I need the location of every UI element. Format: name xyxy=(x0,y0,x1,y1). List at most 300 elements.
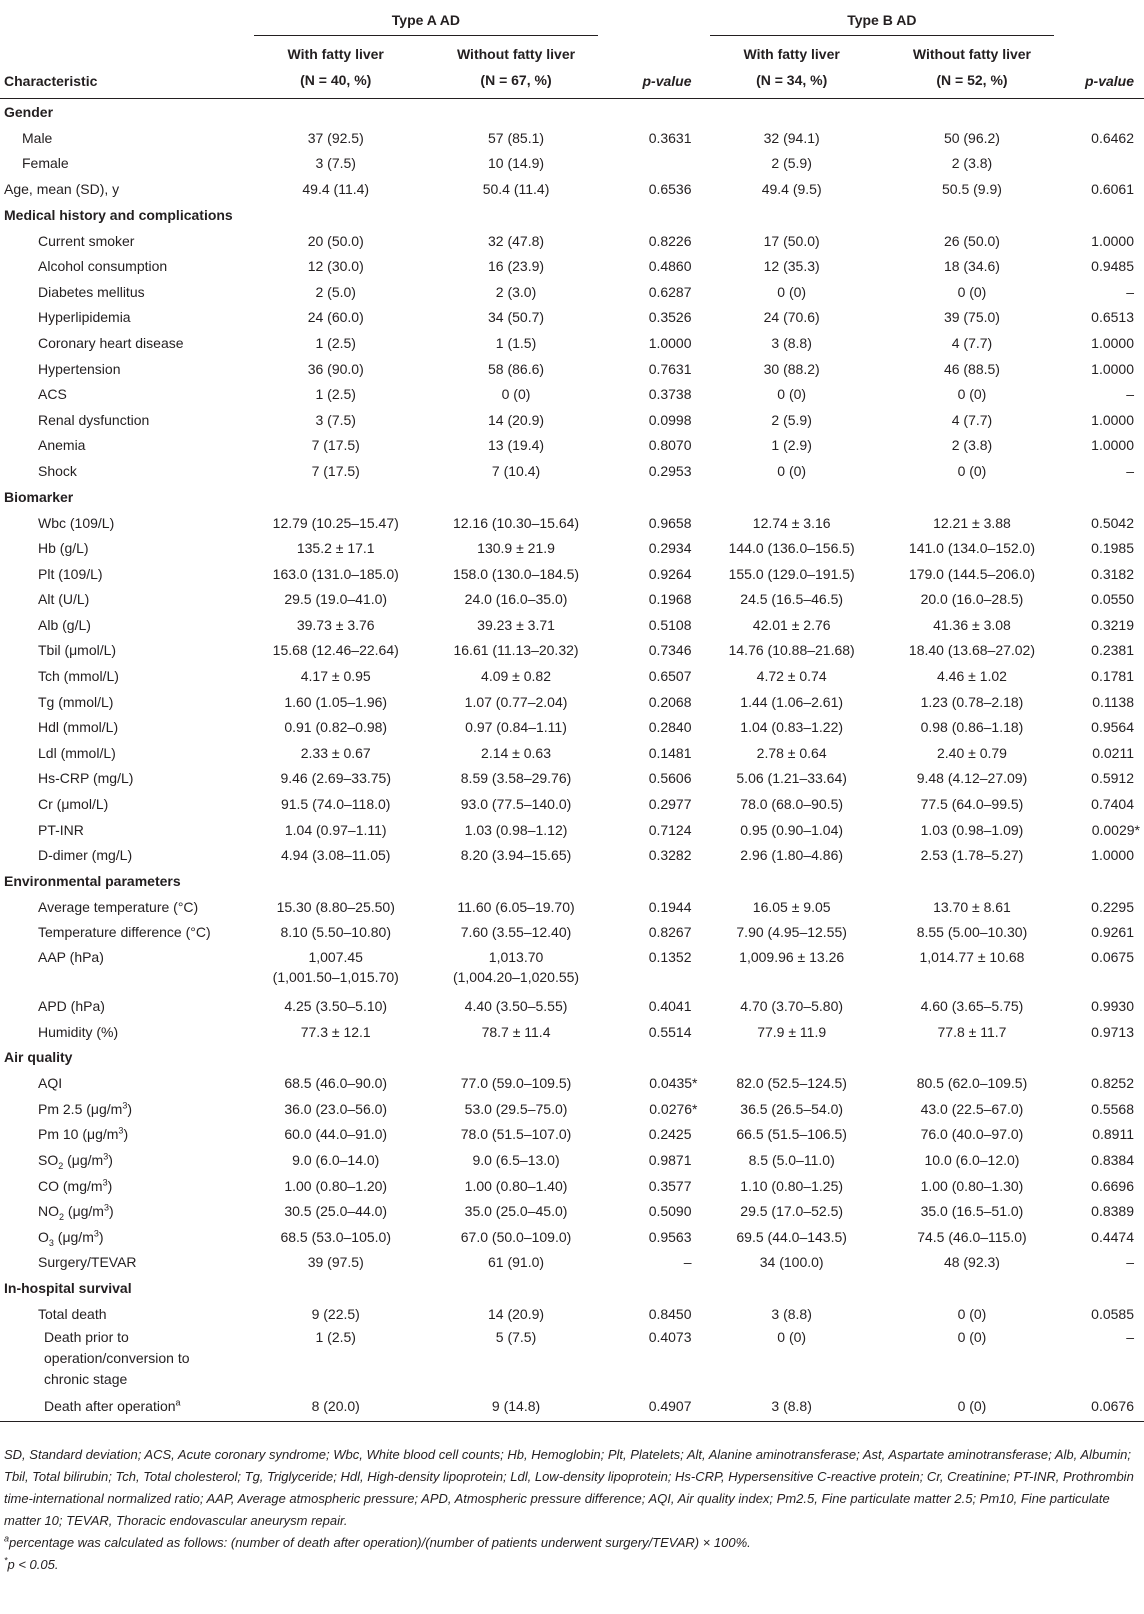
cell-b-without: 2 (3.8) xyxy=(951,437,993,454)
cell-a-with: 12.79 (10.25–15.47) xyxy=(272,514,399,531)
row-label: Hdl (mmol/L) xyxy=(38,719,119,736)
cell-a-without: 1.03 (0.98–1.12) xyxy=(464,821,568,838)
table-row xyxy=(0,330,1144,356)
row-label: Current smoker xyxy=(38,232,135,249)
cell-b-without: 39 (75.0) xyxy=(943,309,1000,326)
cell-b-without: 4 (7.7) xyxy=(951,411,993,428)
cell-a-pvalue: 0.7124 xyxy=(648,821,692,838)
cell-a-pvalue: 0.2068 xyxy=(648,693,692,710)
cell-a-without: 1 (1.5) xyxy=(495,334,537,351)
section-biomarker: Biomarker xyxy=(4,488,74,505)
cell-b-pvalue: 0.8389 xyxy=(1091,1203,1134,1220)
table-row xyxy=(0,535,1144,561)
cell-b-pvalue: 1.0000 xyxy=(1091,437,1134,454)
cell-b-pvalue: – xyxy=(1126,1254,1134,1271)
table-row xyxy=(0,356,1144,382)
cell-b-pvalue: 0.6462 xyxy=(1091,129,1134,146)
row-label: Renal dysfunction xyxy=(38,411,150,428)
cell-b-without: 4.60 (3.65–5.75) xyxy=(920,998,1024,1015)
cell-b-with: 4.72 ± 0.74 xyxy=(756,668,827,685)
cell-a-with: 15.30 (8.80–25.50) xyxy=(276,898,395,915)
cell-a-without: 14 (20.9) xyxy=(488,1305,545,1322)
table-row xyxy=(0,945,1144,993)
cell-a-without: 8.20 (3.94–15.65) xyxy=(460,847,572,864)
table-row xyxy=(0,740,1144,766)
cell-b-without: 77.8 ± 11.7 xyxy=(937,1023,1007,1040)
cell-b-without: 18 (34.6) xyxy=(943,258,1000,275)
cell-b-without: 41.36 ± 3.08 xyxy=(933,616,1011,633)
row-label: Diabetes mellitus xyxy=(38,283,145,300)
cell-a-pvalue: 0.9658 xyxy=(648,514,692,531)
cell-b-pvalue: 1.0000 xyxy=(1091,847,1134,864)
row-label: $SO_2$ $(\mu g/m^3)$ xyxy=(38,1151,113,1171)
cell-a-pvalue: 0.6536 xyxy=(648,180,692,197)
cell-b-pvalue: 0.3219 xyxy=(1091,616,1134,633)
cell-a-pvalue: 0.5514 xyxy=(648,1023,692,1040)
cell-b-without: 1.03 (0.98–1.09) xyxy=(920,821,1024,838)
cell-a-pvalue: 0.4860 xyxy=(648,258,692,275)
cell-b-pvalue: 0.8384 xyxy=(1091,1151,1134,1168)
cell-b-pvalue: 0.1781 xyxy=(1091,668,1134,685)
cell-a-pvalue: 1.0000 xyxy=(648,334,692,351)
cell-b-with: 0 (0) xyxy=(777,1328,807,1345)
cell-a-pvalue: 0.1352 xyxy=(648,949,692,966)
cell-a-pvalue: 0.9871 xyxy=(648,1151,692,1168)
row-label: Tbil (μmol/L) xyxy=(38,642,117,659)
cell-a-with: 37 (92.5) xyxy=(307,129,364,146)
cell-b-pvalue: 0.0585 xyxy=(1091,1305,1134,1322)
cell-b-with: 78.0 (68.0–90.5) xyxy=(740,796,844,813)
row-label: Pm 2.5 $(\mu g/m^3)$ xyxy=(38,1100,132,1117)
cell-a-without: 93.0 (77.5–140.0) xyxy=(460,796,572,813)
cell-b-with: 2 (5.9) xyxy=(771,155,812,172)
cell-a-without: 78.7 ± 11.4 xyxy=(481,1023,551,1040)
table-row xyxy=(0,1327,1144,1391)
cell-a-with: 39.73 ± 3.76 xyxy=(296,616,375,633)
cell-a-pvalue: 0.9563 xyxy=(648,1228,692,1245)
cell-b-without: 1,014.77 ± 10.68 xyxy=(919,949,1025,966)
table-row xyxy=(0,125,1144,151)
cell-a-with: 9.46 (2.69–33.75) xyxy=(280,770,391,787)
cell-b-without: 50 (96.2) xyxy=(943,129,1000,146)
b-without-fatty-header: Without fatty liver (N = 52, %) xyxy=(882,36,1062,99)
cell-a-without: 7 (10.4) xyxy=(491,462,541,479)
cell-a-without: 2 (3.0) xyxy=(495,283,537,300)
cell-b-with: 12 (35.3) xyxy=(763,258,820,275)
table-row xyxy=(0,433,1144,459)
cell-b-without: 0 (0) xyxy=(882,1391,1062,1422)
cell-a-without: 53.0 (29.5–75.0) xyxy=(464,1100,568,1117)
cell-a-without: 13 (19.4) xyxy=(488,437,545,454)
cell-b-without: 1.00 (0.80–1.30) xyxy=(920,1177,1024,1194)
cell-b-pvalue: 0.0211 xyxy=(1092,744,1134,761)
cell-a-with: 24 (60.0) xyxy=(307,309,364,326)
cell-a-pvalue: 0.8267 xyxy=(648,924,692,941)
cell-b-pvalue: 0.7404 xyxy=(1091,796,1134,813)
cell-b-without: 179.0 (144.5–206.0) xyxy=(908,565,1036,582)
cell-b-pvalue: 1.0000 xyxy=(1091,334,1134,351)
cell-a-with: 29.5 (19.0–41.0) xyxy=(284,591,388,608)
cell-b-with: 42.01 ± 2.76 xyxy=(752,616,831,633)
cell-b-without: 80.5 (62.0–109.5) xyxy=(916,1075,1028,1092)
cell-a-pvalue: 0.3526 xyxy=(648,309,692,326)
cell-b-without: 35.0 (16.5–51.0) xyxy=(920,1203,1024,1220)
cell-b-with: 1.04 (0.83–1.22) xyxy=(740,719,844,736)
cell-a-without: 58 (86.6) xyxy=(488,360,545,377)
cell-a-without: 10 (14.9) xyxy=(488,155,545,172)
table-row xyxy=(0,510,1144,536)
cell-a-with: 3 (7.5) xyxy=(315,411,356,428)
cell-a-pvalue: 0.4041 xyxy=(648,998,692,1015)
cell-b-without: 26 (50.0) xyxy=(943,232,1000,249)
cell-b-pvalue: 0.1138 xyxy=(1092,693,1134,710)
row-label: Surgery/TEVAR xyxy=(38,1254,137,1271)
row-label: Death after operation$^a$ xyxy=(0,1391,246,1422)
row-label: Temperature difference (°C) xyxy=(38,924,211,941)
cell-a-with: 36.0 (23.0–56.0) xyxy=(284,1100,388,1117)
row-label: CO $(mg/m^3)$ xyxy=(38,1176,113,1194)
cell-a-without: 7.60 (3.55–12.40) xyxy=(460,924,572,941)
cell-a-with: 30.5 (25.0–44.0) xyxy=(284,1203,388,1220)
row-label: Cr (μmol/L) xyxy=(38,796,109,813)
table-row xyxy=(0,993,1144,1019)
table-row xyxy=(0,1147,1144,1173)
cell-a-with: 7 (17.5) xyxy=(311,462,360,479)
row-label: Death prior to operation/conversion to chronic stage xyxy=(44,1328,190,1387)
cell-b-pvalue: 0.8911 xyxy=(1092,1126,1134,1143)
cell-a-pvalue: 0.1481 xyxy=(648,744,692,761)
cell-a-without: 158.0 (130.0–184.5) xyxy=(452,565,580,582)
row-label: Wbc (109/L) xyxy=(38,514,115,531)
cell-a-pvalue: 0.3631 xyxy=(648,129,692,146)
cell-b-with: 0 (0) xyxy=(777,462,807,479)
cell-b-without: 10.0 (6.0–12.0) xyxy=(924,1151,1020,1168)
cell-b-with: 32 (94.1) xyxy=(763,129,820,146)
cell-b-without: 0.98 (0.86–1.18) xyxy=(920,719,1024,736)
cell-a-without: 11.60 (6.05–19.70) xyxy=(457,898,575,915)
cell-a-without: 16.61 (11.13–20.32) xyxy=(453,642,579,659)
cell-a-with: 0.91 (0.82–0.98) xyxy=(284,719,388,736)
table-row xyxy=(0,612,1144,638)
cell-b-pvalue: – xyxy=(1126,386,1134,403)
cell-b-without: 2.53 (1.78–5.27) xyxy=(920,847,1024,864)
cell-b-with: 5.06 (1.21–33.64) xyxy=(736,770,847,787)
cell-b-without: 4 (7.7) xyxy=(951,334,993,351)
cell-a-pvalue: – xyxy=(683,1254,692,1271)
cell-b-pvalue: 0.9564 xyxy=(1091,719,1134,736)
cell-a-without: 32 (47.8) xyxy=(488,232,545,249)
cell-b-pvalue: 0.0675 xyxy=(1091,949,1134,966)
cell-b-pvalue: 0.4474 xyxy=(1091,1228,1134,1245)
row-label: Plt (109/L) xyxy=(38,565,103,582)
cell-b-with: 155.0 (129.0–191.5) xyxy=(728,565,855,582)
cell-a-without: 0.97 (0.84–1.11) xyxy=(465,719,567,736)
section-medical-history: Medical history and complications xyxy=(4,206,233,223)
section-gender: Gender xyxy=(4,104,54,120)
cell-b-with: 1.10 (0.80–1.25) xyxy=(740,1177,844,1194)
cell-a-with: 4.17 ± 0.95 xyxy=(300,668,371,685)
group-header-row xyxy=(0,4,1144,36)
cell-a-with: 135.2 ± 17.1 xyxy=(296,540,375,557)
cell-b-with: 0.95 (0.90–1.04) xyxy=(740,821,844,838)
cell-b-without: 8.55 (5.00–10.30) xyxy=(916,924,1028,941)
a-without-fatty-header: Without fatty liver (N = 67, %) xyxy=(426,36,606,99)
table-row xyxy=(0,561,1144,587)
cell-b-pvalue: 0.5568 xyxy=(1091,1100,1134,1117)
cell-b-pvalue: 0.2295 xyxy=(1091,898,1134,915)
table-row xyxy=(0,1019,1144,1045)
cell-b-without: 18.40 (13.68–27.02) xyxy=(908,642,1036,659)
cell-a-with: 68.5 (46.0–90.0) xyxy=(284,1075,388,1092)
row-label: Humidity (%) xyxy=(38,1023,119,1040)
cell-a-with: 8.10 (5.50–10.80) xyxy=(280,924,391,941)
cell-b-without: 46 (88.5) xyxy=(943,360,1000,377)
cell-a-with: 1.60 (1.05–1.96) xyxy=(284,693,388,710)
row-label: Total death xyxy=(38,1305,107,1322)
cell-a-pvalue: 0.4907 xyxy=(606,1391,701,1422)
cell-a-with: 1 (2.5) xyxy=(315,1328,356,1345)
cell-a-with: 9.0 (6.0–14.0) xyxy=(292,1151,380,1168)
cell-a-pvalue: 0.0998 xyxy=(648,411,692,428)
b-pvalue-header: p-value xyxy=(1062,36,1144,99)
row-label: Female xyxy=(22,155,69,172)
table-row xyxy=(0,689,1144,715)
cell-b-with: 1,009.96 ± 13.26 xyxy=(739,949,845,966)
cell-b-with: 77.9 ± 11.9 xyxy=(757,1023,827,1040)
table-row xyxy=(0,458,1144,484)
table-row xyxy=(0,587,1144,613)
cell-a-without: 1.07 (0.77–2.04) xyxy=(464,693,568,710)
cell-b-with: 14.76 (10.88–21.68) xyxy=(728,642,855,659)
cell-a-without: 5 (7.5) xyxy=(495,1328,537,1345)
cell-a-with: 3 (7.5) xyxy=(315,155,356,172)
cell-a-pvalue: 0.3282 xyxy=(648,847,692,864)
cell-b-with: 82.0 (52.5–124.5) xyxy=(736,1075,847,1092)
cell-a-with: 1 (2.5) xyxy=(315,334,356,351)
footnote-star: *p < 0.05. xyxy=(4,1555,59,1572)
table-row xyxy=(0,842,1144,868)
row-label: APD (hPa) xyxy=(38,998,105,1015)
cell-b-with: 17 (50.0) xyxy=(763,232,820,249)
table-row xyxy=(0,638,1144,664)
cell-b-with: 24 (70.6) xyxy=(763,309,820,326)
row-label: $NO_2$ $(\mu g/m^3)$ xyxy=(38,1202,114,1222)
column-header-row xyxy=(0,36,1144,99)
row-label: Average temperature (°C) xyxy=(38,898,199,915)
cell-a-pvalue: 0.8450 xyxy=(648,1305,692,1322)
table-row xyxy=(0,1096,1144,1122)
cell-a-without: 4.09 ± 0.82 xyxy=(481,668,552,685)
cell-b-with: 24.5 (16.5–46.5) xyxy=(740,591,844,608)
table-row xyxy=(0,894,1144,920)
cell-a-pvalue: 0.5108 xyxy=(648,616,692,633)
cell-a-pvalue: 0.2953 xyxy=(648,462,692,479)
cell-b-with: 34 (100.0) xyxy=(759,1254,824,1271)
cell-a-with: 1.04 (0.97–1.11) xyxy=(284,821,387,838)
cell-b-pvalue: 0.9930 xyxy=(1091,998,1134,1015)
cell-a-without: 24.0 (16.0–35.0) xyxy=(464,591,568,608)
cell-a-without: 78.0 (51.5–107.0) xyxy=(460,1126,572,1143)
footnote-a: $^a$percentage was calculated as follows: (number of death after operation)/(number of patients underwent surgery/TEVAR) × 100%. xyxy=(4,1533,751,1550)
cell-b-without: 141.0 (134.0–152.0) xyxy=(908,540,1036,557)
a-with-fatty-header: With fatty liver (N = 40, %) xyxy=(246,36,426,99)
table-row xyxy=(0,714,1144,740)
cell-b-with: 2.96 (1.80–4.86) xyxy=(740,847,844,864)
row-label: Alb (g/L) xyxy=(38,616,91,633)
cell-a-without: 39.23 ± 3.71 xyxy=(477,616,555,633)
cell-a-pvalue: 0.2425 xyxy=(648,1126,692,1143)
row-label: Hb (g/L) xyxy=(38,540,89,557)
cell-b-without: 0 (0) xyxy=(957,462,987,479)
cell-a-pvalue: 0.2840 xyxy=(648,719,692,736)
cell-b-pvalue: – xyxy=(1126,283,1134,300)
cell-a-with: 2 (5.0) xyxy=(315,283,356,300)
cell-b-with: 3 (8.8) xyxy=(771,334,812,351)
cell-b-without: 20.0 (16.0–28.5) xyxy=(920,591,1024,608)
cell-a-with: 60.0 (44.0–91.0) xyxy=(284,1126,388,1143)
cell-b-pvalue: 0.0029* xyxy=(1091,821,1140,838)
cell-b-pvalue: 0.5042 xyxy=(1091,514,1134,531)
table-row xyxy=(0,1122,1144,1148)
table-row xyxy=(0,1198,1144,1224)
cell-b-without: 43.0 (22.5–67.0) xyxy=(920,1100,1024,1117)
row-label: Hyperlipidemia xyxy=(38,309,131,326)
table-row xyxy=(0,1173,1144,1199)
cell-a-pvalue xyxy=(606,151,701,177)
row-label: $O_3$ $(\mu g/m^3)$ xyxy=(38,1228,104,1248)
cell-a-pvalue: 0.5090 xyxy=(648,1203,692,1220)
cell-a-pvalue: 0.1968 xyxy=(648,591,692,608)
cell-b-with: 0 (0) xyxy=(777,283,807,300)
cell-b-pvalue: – xyxy=(1126,1328,1134,1345)
cell-b-pvalue: 0.9713 xyxy=(1091,1023,1134,1040)
cell-a-pvalue: 0.7346 xyxy=(648,642,692,659)
cell-b-with: 3 (8.8) xyxy=(702,1391,882,1422)
cell-b-pvalue: 0.9485 xyxy=(1091,258,1134,275)
cell-a-without: 0 (0) xyxy=(501,386,531,403)
cell-a-with: 4.94 (3.08–11.05) xyxy=(280,847,391,864)
abbreviation-note: SD, Standard deviation; ACS, Acute coronary syndrome; Wbc, White blood cell counts; Hb, Hemoglobin; Plt, Platelets; Alt, Alanine aminotransferase; Ast, Aspartate aminotransferase; Alb, Albumin; Tbil, Total bilirubin; Tch, Total cholesterol; Tg, Triglyceride; Hdl, High-density lipoprotein; Ldl, Low-density lipoprotein; Hs-CRP, Hypersensitive C-reactive protein; Cr, Creatinine; PT-INR, Prothrombin time-international normalized ratio; AAP, Average atmospheric pressure; APD, Atmospheric pressure difference; AQI, Air quality index; Pm2.5, Fine particulate matter 2.5; Pm10, Fine particulate matter 10; TEVAR, Thoracic endovascular aneurysm repair. xyxy=(4,1447,1134,1528)
cell-a-without: 12.16 (10.30–15.64) xyxy=(452,514,580,531)
table-row xyxy=(0,407,1144,433)
cell-a-pvalue: 0.3738 xyxy=(648,386,692,403)
cell-b-with: 69.5 (44.0–143.5) xyxy=(736,1228,847,1245)
cell-b-with: 30 (88.2) xyxy=(763,360,820,377)
cell-b-with: 12.74 ± 3.16 xyxy=(752,514,831,531)
cell-a-without: 8.59 (3.58–29.76) xyxy=(460,770,572,787)
cell-a-without: 50.4 (11.4) xyxy=(482,180,550,197)
cell-a-without: 9.0 (6.5–13.0) xyxy=(472,1151,560,1168)
cell-b-pvalue: 0.0550 xyxy=(1091,591,1134,608)
table-row xyxy=(0,176,1144,202)
cell-b-with: 8.5 (5.0–11.0) xyxy=(748,1151,835,1168)
table-row xyxy=(0,791,1144,817)
cell-b-without: 12.21 ± 3.88 xyxy=(933,514,1011,531)
cell-a-without: 130.9 ± 21.9 xyxy=(477,540,555,557)
cell-b-without: 1.23 (0.78–2.18) xyxy=(920,693,1024,710)
cell-a-with: 2.33 ± 0.67 xyxy=(300,744,371,761)
cell-a-with: 49.4 (11.4) xyxy=(302,180,370,197)
cell-a-pvalue: 0.2977 xyxy=(648,796,692,813)
cell-b-with: 29.5 (17.0–52.5) xyxy=(740,1203,844,1220)
cell-a-with: 1,007.45 (1,001.50–1,015.70) xyxy=(272,949,399,986)
table-row xyxy=(0,151,1144,177)
cell-b-with: 2.78 ± 0.64 xyxy=(756,744,827,761)
cell-a-without: 2.14 ± 0.63 xyxy=(481,744,552,761)
table-footnotes xyxy=(4,1444,1140,1576)
cell-a-without: 4.40 (3.50–5.55) xyxy=(464,998,568,1015)
cell-a-without: 16 (23.9) xyxy=(488,258,545,275)
cell-a-pvalue: 0.8070 xyxy=(648,437,692,454)
cell-a-pvalue: 0.9264 xyxy=(648,565,692,582)
cell-a-with: 20 (50.0) xyxy=(307,232,364,249)
cell-a-pvalue: 0.1944 xyxy=(648,898,692,915)
characteristics-table xyxy=(0,4,1144,1422)
cell-a-without: 77.0 (59.0–109.5) xyxy=(460,1075,572,1092)
cell-a-with: 91.5 (74.0–118.0) xyxy=(280,796,391,813)
cell-a-pvalue: 0.3577 xyxy=(648,1177,692,1194)
cell-b-without: 0 (0) xyxy=(957,386,987,403)
cell-b-without: 0 (0) xyxy=(957,1328,987,1345)
cell-a-pvalue: 0.0435* xyxy=(649,1075,698,1092)
table-row xyxy=(0,253,1144,279)
cell-a-without: 9 (14.8) xyxy=(426,1391,606,1422)
cell-b-without: 9.48 (4.12–27.09) xyxy=(916,770,1028,787)
cell-b-pvalue: 0.6696 xyxy=(1091,1177,1134,1194)
cell-b-pvalue: 0.9261 xyxy=(1091,924,1134,941)
table-row xyxy=(0,1391,1144,1422)
cell-a-pvalue: 0.6507 xyxy=(648,668,692,685)
cell-b-pvalue: 1.0000 xyxy=(1091,411,1134,428)
cell-b-pvalue: 0.6513 xyxy=(1091,309,1134,326)
cell-b-without: 4.46 ± 1.02 xyxy=(936,668,1007,685)
b-with-fatty-header: With fatty liver (N = 34, %) xyxy=(702,36,882,99)
cell-b-pvalue: 0.2381 xyxy=(1091,642,1134,659)
row-label: PT-INR xyxy=(38,821,84,838)
row-label: Hs-CRP (mg/L) xyxy=(38,770,134,787)
table-row xyxy=(0,305,1144,331)
cell-b-pvalue: 0.3182 xyxy=(1091,565,1134,582)
cell-a-with: 163.0 (131.0–185.0) xyxy=(272,565,399,582)
type-b-header: Type B AD xyxy=(702,4,1063,36)
cell-b-with: 49.4 (9.5) xyxy=(761,180,822,197)
cell-b-pvalue: 0.5912 xyxy=(1091,770,1134,787)
row-label: Coronary heart disease xyxy=(38,334,184,351)
cell-a-pvalue: 0.2934 xyxy=(648,540,692,557)
cell-b-pvalue: 0.6061 xyxy=(1091,180,1134,197)
table-row xyxy=(0,1250,1144,1276)
table-row xyxy=(0,381,1144,407)
cell-b-with: 7.90 (4.95–12.55) xyxy=(736,924,847,941)
cell-a-pvalue: 0.5606 xyxy=(648,770,692,787)
cell-b-pvalue: 1.0000 xyxy=(1091,232,1134,249)
cell-a-with: 7 (17.5) xyxy=(311,437,360,454)
cell-a-pvalue: 0.8226 xyxy=(648,232,692,249)
cell-b-pvalue: 1.0000 xyxy=(1091,360,1134,377)
row-label: Tg (mmol/L) xyxy=(38,693,114,710)
section-environment: Environmental parameters xyxy=(4,873,181,890)
row-label: Male xyxy=(22,129,53,146)
row-label: Tch (mmol/L) xyxy=(38,668,119,685)
cell-a-without: 1,013.70 (1,004.20–1,020.55) xyxy=(452,949,580,986)
cell-a-pvalue: 0.6287 xyxy=(648,283,692,300)
cell-b-with: 36.5 (26.5–54.0) xyxy=(740,1100,844,1117)
section-survival: In-hospital survival xyxy=(4,1280,132,1297)
row-label: Hypertension xyxy=(38,360,121,377)
table-row xyxy=(0,766,1144,792)
cell-b-pvalue: 0.0676 xyxy=(1062,1391,1144,1422)
cell-b-with: 4.70 (3.70–5.80) xyxy=(740,998,844,1015)
